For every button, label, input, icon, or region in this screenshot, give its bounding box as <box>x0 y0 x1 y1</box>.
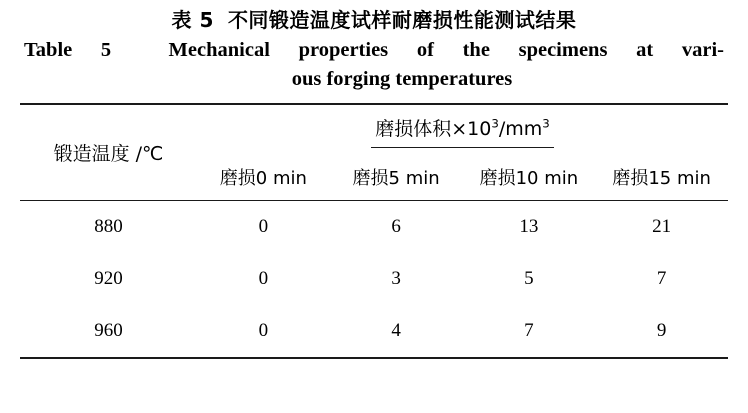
cell-wear-0min: 0 <box>258 320 269 341</box>
cell-wear-5min: 4 <box>391 320 401 341</box>
table-container <box>18 103 730 359</box>
column-header-wear-10min: 磨损10 min <box>479 168 579 189</box>
caption-chinese <box>18 6 730 34</box>
column-header-wear-5min: 磨损5 min <box>352 168 440 189</box>
cell-wear-5min: 3 <box>391 268 401 289</box>
caption-english <box>18 36 730 94</box>
caption-english-label: Table 5 <box>24 39 112 61</box>
table-header-group-row <box>20 105 728 154</box>
group-header-text <box>371 114 554 148</box>
table-caption <box>18 6 730 94</box>
caption-english-line2: ous forging temperatures <box>291 68 513 90</box>
caption-chinese-title: 不同锻造温度试样耐磨损性能测试结果 <box>227 8 577 32</box>
cell-wear-10min: 7 <box>524 320 534 341</box>
group-header-wear-volume <box>197 105 728 154</box>
table-bottom-rule <box>20 357 728 358</box>
cell-wear-10min: 5 <box>524 268 534 289</box>
cell-temperature: 920 <box>94 268 123 289</box>
table-row <box>20 201 728 254</box>
cell-wear-0min: 0 <box>258 268 269 289</box>
column-header-wear-15min: 磨损15 min <box>612 168 711 189</box>
wear-results-table <box>20 103 728 359</box>
column-header-wear-0min: 磨损0 min <box>219 168 307 189</box>
cell-wear-0min: 0 <box>258 216 269 237</box>
group-header-exponent-2: 3 <box>542 116 550 131</box>
cell-wear-15min: 21 <box>652 216 672 237</box>
table-row <box>20 253 728 305</box>
row-header-forging-temperature: 锻造温度 /℃ <box>53 143 164 165</box>
cell-temperature: 880 <box>94 216 123 237</box>
cell-wear-10min: 13 <box>519 216 539 237</box>
cell-wear-15min: 9 <box>656 320 667 341</box>
group-header-main: 磨损体积×10 <box>375 118 492 140</box>
group-header-unit: /mm <box>498 118 543 140</box>
caption-english-line1: Mechanical properties of the specimens at vari- <box>168 39 724 61</box>
cell-wear-5min: 6 <box>391 216 401 237</box>
cell-temperature: 960 <box>94 320 123 341</box>
cell-wear-15min: 7 <box>656 268 667 289</box>
table-row <box>20 305 728 357</box>
caption-chinese-label: 表 5 <box>171 8 214 32</box>
group-header-exponent-1: 3 <box>491 116 499 131</box>
